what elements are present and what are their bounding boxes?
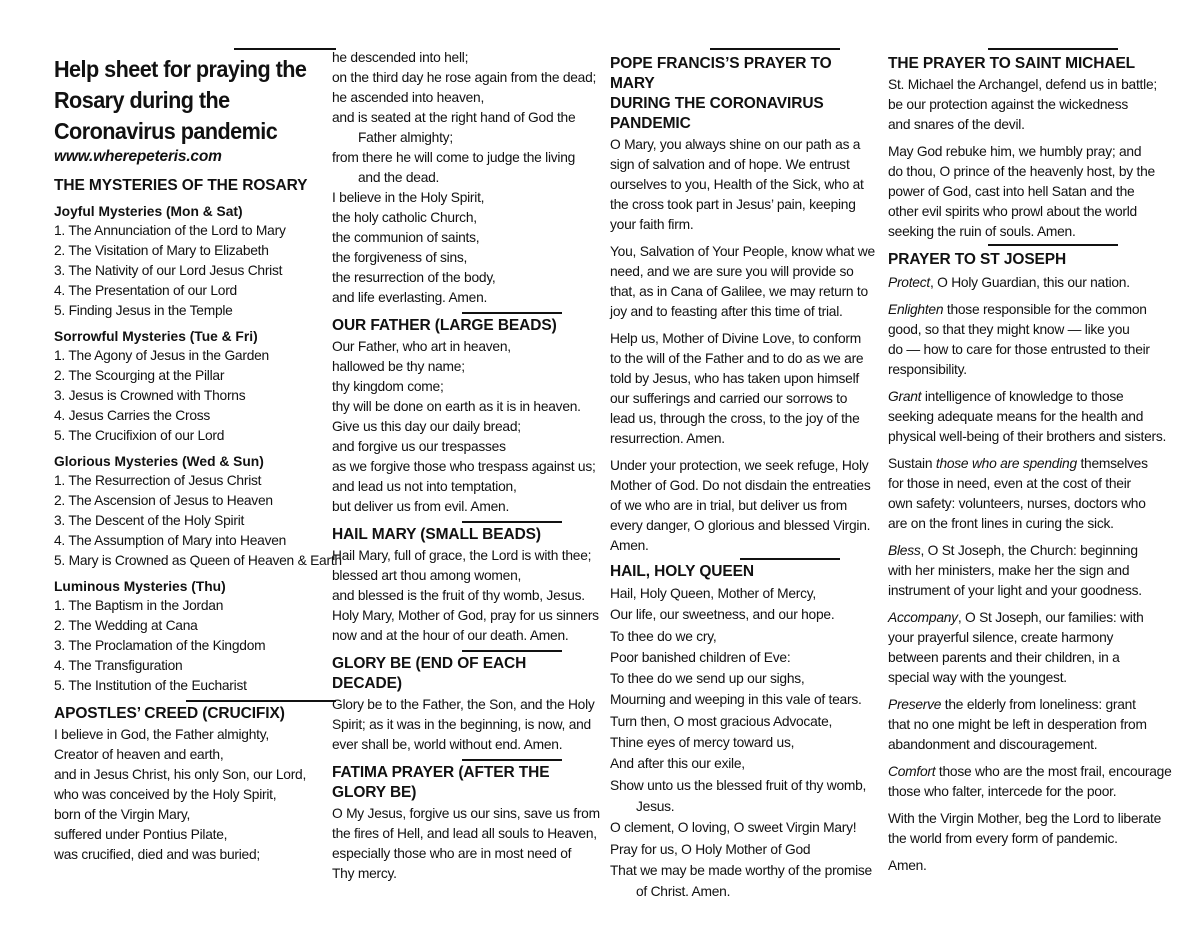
mysteries-heading: THE MYSTERIES OF THE ROSARY bbox=[54, 177, 308, 194]
prayer-line: and forgive us our trespasses bbox=[332, 439, 506, 454]
prayer-line: good, so that they might know — like you bbox=[888, 322, 1130, 337]
prayer-line: Thine eyes of mercy toward us, bbox=[610, 735, 795, 751]
prayer-paragraph bbox=[888, 608, 1150, 688]
list-item: 5. Finding Jesus in the Temple bbox=[54, 303, 233, 318]
prayer-line: Sustain bbox=[888, 456, 936, 471]
prayer-line: the communion of saints, bbox=[332, 230, 480, 245]
list-item: 3. The Descent of the Holy Spirit bbox=[54, 513, 245, 528]
prayer-line: those responsible for the common bbox=[943, 302, 1147, 317]
prayer-line: joy and to feasting after this time of trial. bbox=[610, 304, 843, 319]
prayer-line: own safety: volunteers, nurses, doctors who bbox=[888, 496, 1146, 511]
prayer-line: those who are the most frail, encourage bbox=[935, 764, 1172, 779]
list-item: 5. The Institution of the Eucharist bbox=[54, 678, 247, 693]
prayer-line: especially those who are in most need of bbox=[332, 846, 572, 861]
emphasis: Bless bbox=[888, 543, 921, 558]
prayer-line: Amen. bbox=[610, 538, 649, 553]
list-item: 5. The Crucifixion of our Lord bbox=[54, 428, 225, 443]
list-item: 2. The Scourging at the Pillar bbox=[54, 368, 225, 383]
prayer-line: seeking adequate means for the health and bbox=[888, 409, 1144, 424]
divider bbox=[462, 759, 562, 761]
prayer-line: St. Michael the Archangel, defend us in battle; bbox=[888, 77, 1157, 92]
column-3 bbox=[610, 48, 875, 902]
prayer-line: May God rebuke him, we humbly pray; and bbox=[888, 144, 1142, 159]
prayer-line: That we may be made worthy of the promise bbox=[610, 862, 872, 878]
prayer-line: who was conceived by the Holy Spirit, bbox=[54, 787, 277, 802]
divider bbox=[234, 48, 336, 50]
prayer-line: do — how to care for those entrusted to their bbox=[888, 342, 1150, 357]
prayer-line: do thou, O prince of the heavenly host, by the bbox=[888, 164, 1155, 179]
prayer-line: Under your protection, we seek refuge, Holy bbox=[610, 458, 869, 473]
list-item: 3. The Proclamation of the Kingdom bbox=[54, 638, 266, 653]
prayer-line: responsibility. bbox=[888, 362, 967, 377]
divider bbox=[988, 48, 1118, 50]
list-item: 4. The Assumption of Mary into Heaven bbox=[54, 533, 287, 548]
prayer-paragraph bbox=[888, 142, 1155, 242]
prayer-line: , O St Joseph, our families: with bbox=[957, 610, 1144, 625]
page-title: Help sheet for praying the Rosary during the Coronavirus pandemic bbox=[54, 56, 307, 144]
fatima-heading: FATIMA PRAYER (AFTER THE GLORY BE) bbox=[332, 764, 550, 801]
prayer-line: , O Holy Guardian, this our nation. bbox=[929, 275, 1130, 290]
prayer-line: physical well-being of their brothers and sisters. bbox=[888, 429, 1167, 444]
list-item: 1. The Annunciation of the Lord to Mary bbox=[54, 223, 286, 238]
prayer-line: told by Jesus, who has taken upon himself bbox=[610, 371, 859, 386]
prayer-line: he descended into hell; bbox=[332, 50, 469, 65]
prayer-line: between parents and their children, in a bbox=[888, 650, 1120, 665]
prayer-line: Hail, Holy Queen, Mother of Mercy, bbox=[610, 586, 816, 601]
prayer-line: hallowed be thy name; bbox=[332, 359, 465, 374]
creed-heading: APOSTLES’ CREED (CRUCIFIX) bbox=[54, 705, 285, 722]
prayer-line: Jesus. bbox=[636, 798, 675, 814]
divider bbox=[462, 521, 562, 523]
prayer-line: the elderly from loneliness: grant bbox=[941, 697, 1136, 712]
pope-francis-heading-line-1: POPE FRANCIS’S PRAYER TO MARY bbox=[610, 55, 832, 92]
prayer-line: blessed art thou among women, bbox=[332, 568, 522, 583]
prayer-line: O clement, O loving, O sweet Virgin Mary! bbox=[610, 820, 857, 836]
prayer-line: Spirit; as it was in the beginning, is now, and bbox=[332, 717, 591, 732]
prayer-line: for those in need, even at the cost of their bbox=[888, 476, 1131, 491]
divider bbox=[740, 558, 840, 560]
prayer-line: intelligence of knowledge to those bbox=[921, 389, 1124, 404]
prayer-paragraph bbox=[888, 273, 1150, 293]
prayer-line: Holy Mary, Mother of God, pray for us sinners bbox=[332, 608, 599, 623]
list-item: 2. The Wedding at Cana bbox=[54, 618, 198, 633]
prayer-line: the resurrection of the body, bbox=[332, 270, 496, 285]
mysteries-list bbox=[54, 202, 342, 696]
prayer-line: Poor banished children of Eve: bbox=[610, 649, 791, 665]
prayer-line: I believe in God, the Father almighty, bbox=[54, 727, 269, 742]
list-item: 1. The Agony of Jesus in the Garden bbox=[54, 348, 269, 363]
prayer-line: the cross took part in Jesus’ pain, keeping bbox=[610, 197, 856, 212]
list-item: 5. Mary is Crowned as Queen of Heaven & Earth bbox=[54, 553, 342, 568]
prayer-line: the holy catholic Church, bbox=[332, 210, 477, 225]
prayer-line: to the will of the Father and to do as we are bbox=[610, 351, 864, 366]
prayer-line: Our Father, who art in heaven, bbox=[332, 339, 511, 354]
prayer-paragraph bbox=[888, 387, 1167, 447]
prayer-paragraph bbox=[610, 242, 875, 322]
emphasis: Grant bbox=[888, 389, 922, 404]
prayer-line: To thee do we cry, bbox=[610, 628, 717, 644]
prayer-line: every danger, O glorious and blessed Virgin. bbox=[610, 518, 871, 533]
emphasis: Enlighten bbox=[888, 302, 944, 317]
prayer-paragraph bbox=[610, 329, 872, 449]
prayer-line: seeking the ruin of souls. Amen. bbox=[888, 224, 1076, 239]
prayer-line: , O St Joseph, the Church: beginning bbox=[920, 543, 1138, 558]
prayer-line: now and at the hour of our death. Amen. bbox=[332, 628, 569, 643]
divider bbox=[988, 244, 1118, 246]
prayer-paragraph bbox=[888, 541, 1150, 601]
prayer-line: Amen. bbox=[888, 858, 927, 873]
prayer-line: Mother of God. Do not disdain the entreaties bbox=[610, 478, 871, 493]
list-item: 1. The Resurrection of Jesus Christ bbox=[54, 473, 262, 488]
column-2 bbox=[332, 48, 600, 884]
prayer-line: born of the Virgin Mary, bbox=[54, 807, 191, 822]
prayer-line: and life everlasting. Amen. bbox=[332, 290, 488, 305]
emphasis: Accompany bbox=[888, 610, 958, 625]
prayer-line: With the Virgin Mother, beg the Lord to liberate bbox=[888, 811, 1162, 826]
prayer-line: of Christ. Amen. bbox=[636, 884, 731, 900]
prayer-line: abandonment and discouragement. bbox=[888, 737, 1098, 752]
emphasis: Preserve bbox=[888, 697, 942, 712]
column-1 bbox=[54, 48, 342, 865]
prayer-line: special way with the youngest. bbox=[888, 670, 1067, 685]
prayer-line: To thee do we send up our sighs, bbox=[610, 671, 805, 687]
prayer-line: but deliver us from evil. Amen. bbox=[332, 499, 510, 514]
prayer-line: Father almighty; bbox=[358, 130, 453, 145]
prayer-line: that no one might be left in desperation from bbox=[888, 717, 1147, 732]
mystery-group-title: Sorrowful Mysteries (Tue & Fri) bbox=[54, 329, 258, 344]
mystery-group-title: Joyful Mysteries (Mon & Sat) bbox=[54, 204, 243, 219]
prayer-line: Turn then, O most gracious Advocate, bbox=[610, 713, 833, 729]
prayer-paragraph bbox=[888, 762, 1172, 802]
prayer-line: Our life, our sweetness, and our hope. bbox=[610, 607, 835, 623]
website-url: www.wherepeteris.com bbox=[54, 148, 222, 165]
prayer-line: on the third day he rose again from the dead; bbox=[332, 70, 597, 85]
prayer-line: he ascended into heaven, bbox=[332, 90, 485, 105]
prayer-line: Give us this day our daily bread; bbox=[332, 419, 521, 434]
prayer-line: and is seated at the right hand of God the bbox=[332, 110, 576, 125]
prayer-line: ever shall be, world without end. Amen. bbox=[332, 737, 563, 752]
list-item: 4. Jesus Carries the Cross bbox=[54, 408, 211, 423]
st-joseph-heading: PRAYER TO ST JOSEPH bbox=[888, 251, 1067, 268]
pope-francis-heading-line-2: DURING THE CORONAVIRUS PANDEMIC bbox=[610, 95, 824, 132]
prayer-line: lead us, through the cross, to the joy of the bbox=[610, 411, 860, 426]
prayer-line: themselves bbox=[1076, 456, 1148, 471]
prayer-line: need, and we are sure you will provide so bbox=[610, 264, 854, 279]
prayer-line: Hail Mary, full of grace, the Lord is with thee; bbox=[332, 548, 592, 563]
our-father-heading: OUR FATHER (LARGE BEADS) bbox=[332, 317, 557, 334]
prayer-line: and in Jesus Christ, his only Son, our Lord, bbox=[54, 767, 307, 782]
prayer-line: Thy mercy. bbox=[332, 866, 397, 881]
prayer-line: that, as in Cana of Galilee, we may return to bbox=[610, 284, 868, 299]
prayer-line: thy will be done on earth as it is in heaven. bbox=[332, 399, 581, 414]
prayer-line: Glory be to the Father, the Son, and the Holy bbox=[332, 697, 595, 712]
mystery-group-title: Luminous Mysteries (Thu) bbox=[54, 579, 226, 594]
hail-holy-queen-heading: HAIL, HOLY QUEEN bbox=[610, 563, 754, 580]
list-item: 1. The Baptism in the Jordan bbox=[54, 598, 224, 613]
prayer-line: You, Salvation of Your People, know what we bbox=[610, 244, 875, 259]
prayer-line: suffered under Pontius Pilate, bbox=[54, 827, 228, 842]
prayer-line: other evil spirits who prowl about the world bbox=[888, 204, 1137, 219]
list-item: 4. The Transfiguration bbox=[54, 658, 183, 673]
prayer-line: and snares of the devil. bbox=[888, 117, 1025, 132]
prayer-line: Mourning and weeping in this vale of tears. bbox=[610, 692, 862, 708]
prayer-line: as we forgive those who trespass against us; bbox=[332, 459, 596, 474]
mystery-group-title: Glorious Mysteries (Wed & Sun) bbox=[54, 454, 264, 469]
prayer-line: those who falter, intercede for the poor. bbox=[888, 784, 1117, 799]
prayer-line: power of God, cast into hell Satan and the bbox=[888, 184, 1135, 199]
divider bbox=[710, 48, 840, 50]
prayer-line: our sufferings and carried our sorrows to bbox=[610, 391, 848, 406]
prayer-line: I believe in the Holy Spirit, bbox=[332, 190, 485, 205]
prayer-line: Creator of heaven and earth, bbox=[54, 747, 224, 762]
prayer-line: from there he will come to judge the living bbox=[332, 150, 576, 165]
prayer-line: the forgiveness of sins, bbox=[332, 250, 468, 265]
prayer-paragraph bbox=[888, 809, 1162, 849]
divider bbox=[462, 650, 562, 652]
hail-mary-heading: HAIL MARY (SMALL BEADS) bbox=[332, 526, 541, 543]
prayer-line: was crucified, died and was buried; bbox=[54, 847, 260, 862]
prayer-line: ourselves to you, Health of the Sick, who at bbox=[610, 177, 864, 192]
list-item: 2. The Ascension of Jesus to Heaven bbox=[54, 493, 273, 508]
prayer-paragraph bbox=[610, 456, 872, 556]
st-michael-heading: THE PRAYER TO SAINT MICHAEL bbox=[888, 55, 1136, 72]
prayer-line: sign of salvation and of hope. We entrust bbox=[610, 157, 850, 172]
prayer-line: your faith firm. bbox=[610, 217, 694, 232]
prayer-line: O My Jesus, forgive us our sins, save us from bbox=[332, 806, 600, 821]
prayer-line: are on the front lines in curing the sick. bbox=[888, 516, 1114, 531]
emphasis: Comfort bbox=[888, 764, 936, 779]
list-item: 3. Jesus is Crowned with Thorns bbox=[54, 388, 246, 403]
prayer-line: Help us, Mother of Divine Love, to conform bbox=[610, 331, 861, 346]
prayer-paragraph bbox=[888, 454, 1150, 534]
prayer-line: with her ministers, make her the sign and bbox=[888, 563, 1130, 578]
prayer-paragraph bbox=[888, 695, 1150, 755]
prayer-line: the fires of Hell, and lead all souls to Heaven, bbox=[332, 826, 597, 841]
prayer-line: O Mary, you always shine on our path as a bbox=[610, 137, 861, 152]
prayer-line: and the dead. bbox=[358, 170, 440, 185]
emphasis: Protect bbox=[888, 275, 930, 290]
divider bbox=[462, 312, 562, 314]
list-item: 4. The Presentation of our Lord bbox=[54, 283, 237, 298]
list-item: 3. The Nativity of our Lord Jesus Christ bbox=[54, 263, 283, 278]
prayer-line: of we who are in trial, but deliver us from bbox=[610, 498, 847, 513]
prayer-line: the world from every form of pandemic. bbox=[888, 831, 1118, 846]
prayer-line: be our protection against the wickedness bbox=[888, 97, 1129, 112]
list-item: 2. The Visitation of Mary to Elizabeth bbox=[54, 243, 269, 258]
prayer-line: And after this our exile, bbox=[610, 756, 745, 772]
prayer-line: your prayerful silence, create harmony bbox=[888, 630, 1114, 645]
divider bbox=[186, 700, 336, 702]
prayer-paragraph bbox=[888, 856, 1150, 876]
column-4 bbox=[888, 48, 1172, 883]
prayer-paragraph bbox=[888, 75, 1157, 135]
prayer-line: Show unto us the blessed fruit of thy womb, bbox=[610, 777, 867, 793]
prayer-paragraph bbox=[888, 300, 1150, 380]
prayer-line: Pray for us, O Holy Mother of God bbox=[610, 841, 811, 857]
prayer-line: thy kingdom come; bbox=[332, 379, 444, 394]
prayer-paragraph bbox=[610, 135, 872, 235]
prayer-line: instrument of your light and your goodness. bbox=[888, 583, 1142, 598]
prayer-line: and lead us not into temptation, bbox=[332, 479, 517, 494]
glory-be-heading: GLORY BE (END OF EACH DECADE) bbox=[332, 655, 527, 692]
prayer-line: resurrection. Amen. bbox=[610, 431, 725, 446]
prayer-line: and blessed is the fruit of thy womb, Jesus. bbox=[332, 588, 585, 603]
emphasis: those who are spending bbox=[935, 456, 1077, 471]
